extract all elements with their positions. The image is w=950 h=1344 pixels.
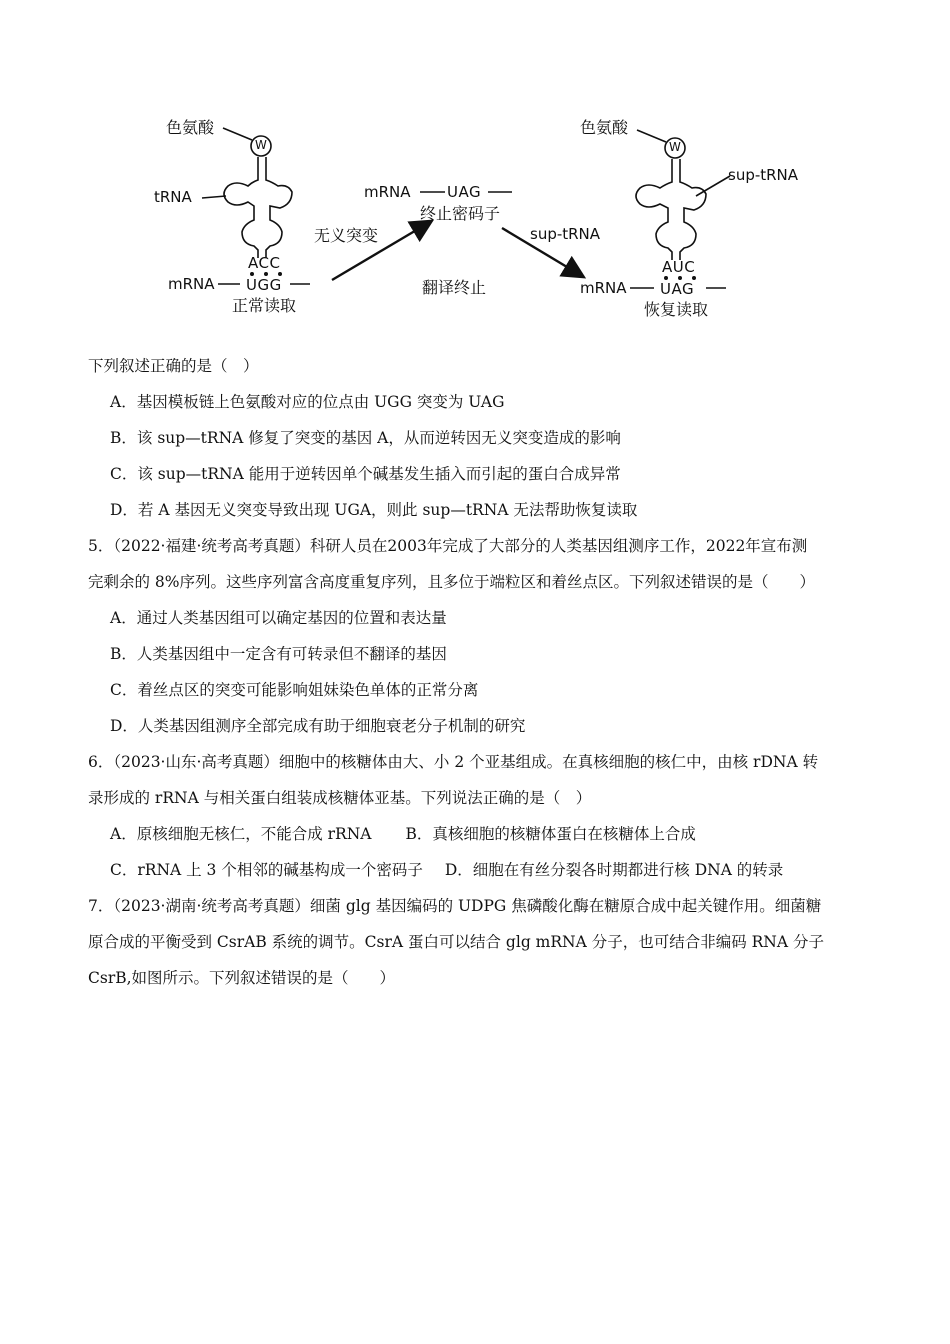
right-codon: UAG — [660, 280, 695, 298]
left-cloverleaf — [224, 157, 292, 258]
middle-caption: 翻译终止 — [422, 278, 487, 297]
right-cloverleaf — [636, 159, 706, 260]
q6-option-b: B．真核细胞的核糖体蛋白在核糖体上合成 — [405, 825, 696, 843]
q4-stem: 下列叙述正确的是（ ） — [88, 357, 259, 375]
q6-options-ab — [88, 816, 868, 852]
q6-stem-line2: 录形成的 rRNA 与相关蛋白组装成核糖体亚基。下列说法正确的是（ ） — [88, 789, 592, 807]
q5-option-d: D．人类基因组测序全部完成有助于细胞衰老分子机制的研究 — [110, 717, 526, 735]
right-sup-trna-label: sup-tRNA — [728, 166, 799, 184]
q6-option-a: A．原核细胞无核仁，不能合成 rRNA — [110, 825, 372, 843]
q5-option-a: A．通过人类基因组可以确定基因的位置和表达量 — [110, 609, 447, 627]
q6-option-d: D．细胞在有丝分裂各时期都进行核 DNA 的转录 — [444, 861, 784, 879]
right-amino-acid-label: 色氨酸 — [580, 118, 629, 137]
right-sup-trna-pointer — [696, 176, 730, 196]
stop-codon-label: 终止密码子 — [420, 204, 501, 223]
q4-option-a: A．基因模板链上色氨酸对应的位点由 UGG 突变为 UAG — [110, 393, 505, 411]
middle-codon: UAG — [447, 183, 482, 201]
q5-stem-line1: 5．（2022·福建·统考高考真题）科研人员在2003年完成了大部分的人类基因组测序工作，2022年宣布测 — [88, 537, 808, 555]
right-w-label: W — [669, 140, 681, 154]
right-anticodon: AUC — [662, 258, 696, 276]
q6-option-c: C．rRNA 上 3 个相邻的碱基构成一个密码子 — [110, 861, 423, 879]
mutation-arrow-label: 无义突变 — [314, 226, 379, 245]
left-amino-acid-label: 色氨酸 — [166, 118, 215, 137]
q5-option-b: B．人类基因组中一定含有可转录但不翻译的基因 — [110, 645, 447, 663]
q4-option-c: C．该 sup—tRNA 能用于逆转因单个碱基发生插入而引起的蛋白合成异常 — [110, 465, 621, 483]
right-caption: 恢复读取 — [644, 300, 709, 319]
trna-diagram — [140, 100, 840, 340]
right-amino-pointer — [637, 130, 666, 142]
q6-options-cd — [88, 852, 868, 888]
q7-stem-line1: 7．（2023·湖南·统考高考真题）细菌 glg 基因编码的 UDPG 焦磷酸化酶在糖原合成中起关键作用。细菌糖 — [88, 897, 822, 915]
right-mrna-label: mRNA — [580, 279, 627, 297]
sup-trna-arrow-label: sup-tRNA — [530, 225, 601, 243]
middle-mrna-label: mRNA — [364, 183, 411, 201]
question-text — [88, 348, 868, 996]
left-w-label: W — [255, 138, 267, 152]
left-trna-pointer — [202, 196, 226, 198]
left-mrna-label: mRNA — [168, 275, 215, 293]
q4-option-d: D．若 A 基因无义突变导致出现 UGA，则此 sup—tRNA 无法帮助恢复读取 — [110, 501, 638, 519]
left-caption: 正常读取 — [232, 296, 297, 315]
q5-stem-line2: 完剩余的 8%序列。这些序列富含高度重复序列，且多位于端粒区和着丝点区。下列叙述错误的是（ ） — [88, 573, 816, 591]
left-codon: UGG — [246, 276, 282, 294]
left-amino-pointer — [223, 128, 252, 140]
q5-option-c: C．着丝点区的突变可能影响姐妹染色单体的正常分离 — [110, 681, 479, 699]
q4-option-b: B．该 sup—tRNA 修复了突变的基因 A，从而逆转因无义突变造成的影响 — [110, 429, 621, 447]
q7-stem-line2: 原合成的平衡受到 CsrAB 系统的调节。CsrA 蛋白可以结合 glg mRNA 分子，也可结合非编码 RNA 分子 — [88, 933, 824, 951]
q6-stem-line1: 6．（2023·山东·高考真题）细胞中的核糖体由大、小 2 个亚基组成。在真核细胞的核仁中，由核 rDNA 转 — [88, 753, 819, 771]
left-anticodon: ACC — [248, 254, 281, 272]
q7-stem-line3: CsrB,如图所示。下列叙述错误的是（ ） — [88, 969, 396, 987]
left-trna-label: tRNA — [154, 188, 192, 206]
